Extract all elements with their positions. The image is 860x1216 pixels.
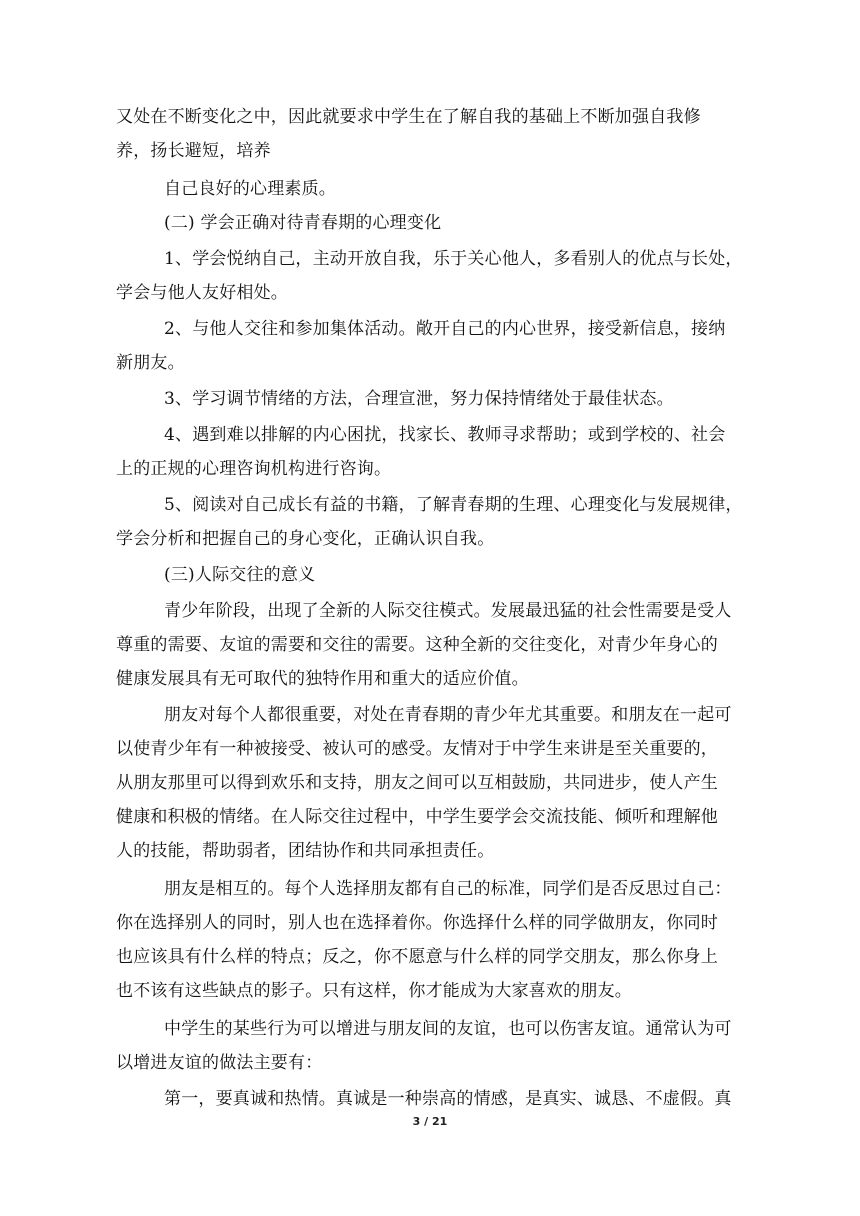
text-line: 尊重的需要、友谊的需要和交往的需要。这种全新的交往变化，对青少年身心的 bbox=[116, 635, 718, 655]
text-line: 你在选择别人的同时，别人也在选择着你。你选择什么样的同学做朋友，你同时 bbox=[116, 913, 718, 933]
text-line: 青少年阶段，出现了全新的人际交往模式。发展最迅猛的社会性需要是受人 bbox=[164, 601, 732, 621]
text-line: 1、学会悦纳自己，主动开放自我，乐于关心他人，多看别人的优点与长处， bbox=[164, 249, 743, 269]
text-line: 学会与他人友好相处。 bbox=[116, 283, 288, 303]
text-line: 新朋友。 bbox=[116, 353, 185, 373]
text-line: 3、学习调节情绪的方法，合理宣泄，努力保持情绪处于最佳状态。 bbox=[164, 389, 674, 409]
text-line: 5、阅读对自己成长有益的书籍，了解青春期的生理、心理变化与发展规律， bbox=[164, 495, 743, 515]
section-heading: (二) 学会正确对待青春期的心理变化 bbox=[164, 213, 442, 233]
text-line: 健康发展具有无可取代的独特作用和重大的适应价值。 bbox=[116, 669, 529, 689]
text-line: 朋友对每个人都很重要，对处在青春期的青少年尤其重要。和朋友在一起可 bbox=[164, 705, 732, 725]
text-line: 4、遇到难以排解的内心困扰，找家长、教师寻求帮助；或到学校的、社会 bbox=[164, 425, 726, 445]
text-line: 学会分析和把握自己的身心变化，正确认识自我。 bbox=[116, 529, 495, 549]
text-line: 以增进友谊的做法主要有： bbox=[116, 1053, 323, 1073]
text-line: 健康和积极的情绪。在人际交往过程中，中学生要学会交流技能、倾听和理解他 bbox=[116, 807, 718, 827]
text-line: 上的正规的心理咨询机构进行咨询。 bbox=[116, 459, 392, 479]
text-line: 养，扬长避短，培养 bbox=[116, 141, 271, 161]
text-line: 从朋友那里可以得到欢乐和支持，朋友之间可以互相鼓励，共同进步，使人产生 bbox=[116, 773, 718, 793]
text-line: 又处在不断变化之中，因此就要求中学生在了解自我的基础上不断加强自我修 bbox=[116, 107, 701, 127]
text-line: 也不该有这些缺点的影子。只有这样，你才能成为大家喜欢的朋友。 bbox=[116, 981, 632, 1001]
text-line: 朋友是相互的。每个人选择朋友都有自己的标准，同学们是否反思过自己： bbox=[164, 879, 732, 899]
text-line: 2、与他人交往和参加集体活动。敞开自己的内心世界，接受新信息，接纳 bbox=[164, 319, 726, 339]
text-line: 第一，要真诚和热情。真诚是一种崇高的情感，是真实、诚恳、不虚假。真 bbox=[164, 1089, 732, 1109]
text-line: 中学生的某些行为可以增进与朋友间的友谊，也可以伤害友谊。通常认为可 bbox=[164, 1019, 732, 1039]
text-line: 以使青少年有一种被接受、被认可的感受。友情对于中学生来讲是至关重要的， bbox=[116, 739, 718, 759]
page-number: 3 / 21 bbox=[412, 1115, 448, 1128]
section-heading: (三)人际交往的意义 bbox=[164, 565, 316, 585]
text-line: 也应该具有什么样的特点；反之，你不愿意与什么样的同学交朋友，那么你身上 bbox=[116, 947, 718, 967]
text-line: 自己良好的心理素质。 bbox=[164, 179, 336, 199]
text-line: 人的技能，帮助弱者，团结协作和共同承担责任。 bbox=[116, 841, 495, 861]
